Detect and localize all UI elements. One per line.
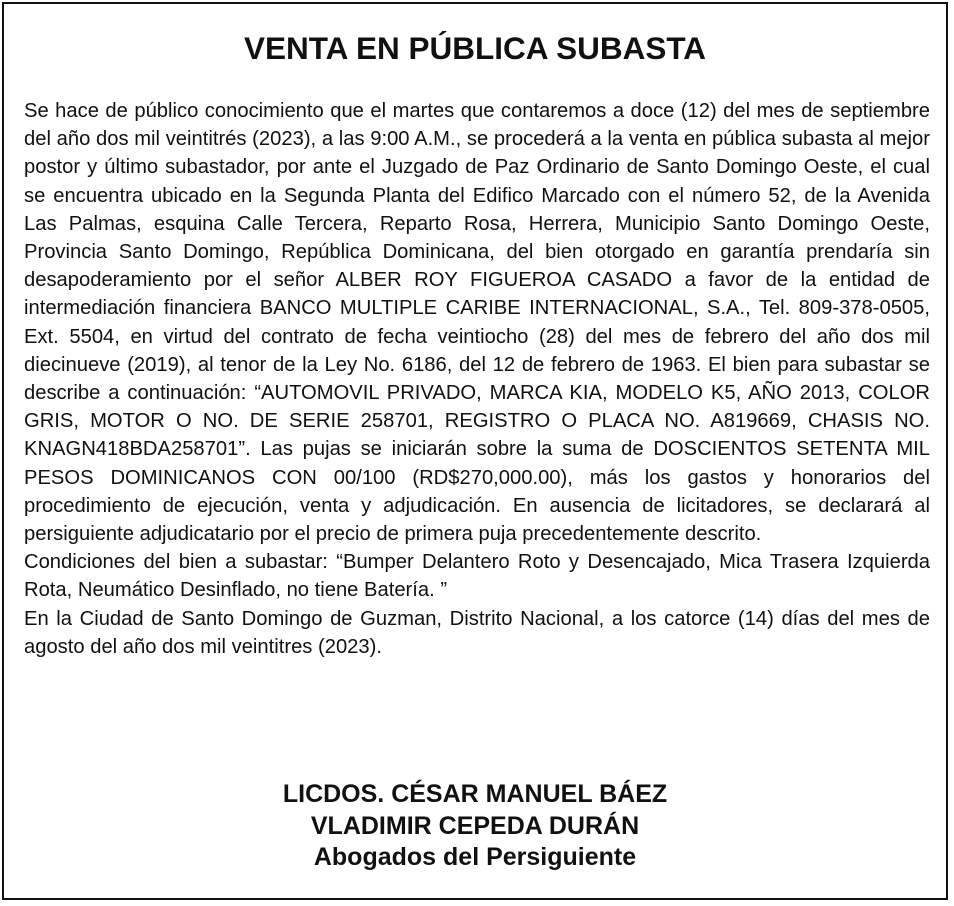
signature-block [4,779,946,874]
conditions-paragraph: Condiciones del bien a subastar: “Bumper Delantero Roto y Desencajado, Mica Trasera Izquierda Rota, Neumático Desinflado, no tiene Batería. ” [24,551,930,602]
signature-line-role: Abogados del Persiguiente [313,843,637,871]
notice-body [24,97,930,661]
notice-title: VENTA EN PÚBLICA SUBASTA [243,30,706,66]
signature-line-lawyers: LICDOS. CÉSAR MANUEL BÁEZ [282,780,668,808]
main-paragraph: Se hace de público conocimiento que el martes que contaremos a doce (12) del mes de septiembre del año dos mil veintitrés (2023), a las 9:00 A.M., se procederá a la venta en pública subasta al mejor postor y último subastador, por ante el Juzgado de Paz Ordinario de Santo Domingo Oeste, el cual se encuentra ubicado en la Segunda Planta del Edifico Marcado con el número 52, de la Avenida Las Palmas, esquina Calle Tercera, Reparto Rosa, Herrera, Municipio Santo Domingo Oeste, Provincia Santo Domingo, República Dominicana, del bien otorgado en garantía prendaría sin desapoderamiento por el señor ALBER ROY FIGUEROA CASADO a favor de la entidad de intermediación financiera BANCO MULTIPLE CARIBE INTERNACIONAL, S.A., Tel. 809-378-0505, Ext. 5504, en virtud del contrato de fecha veintiocho (28) del mes de febrero del año dos mil diecinueve (2019), al tenor de la Ley No. 6186, del 12 de febrero de 1963. El bien para subastar se describe a continuación: “AUTOMOVIL PRIVADO, MARCA KIA, MODELO K5, AÑO 2013, COLOR GRIS, MOTOR O NO. DE SERIE 258701, REGISTRO O PLACA NO. A819669, CHASIS NO. KNAGN418BDA258701”. Las pujas se iniciarán sobre la suma de DOSCIENTOS SETENTA MIL PESOS DOMINICANOS CON 00/100 (RD$270,000.00), más los gastos y honorarios del procedimiento de ejecución, venta y adjudicación. En ausencia de licitadores, se declarará al persiguiente adjudicatario por el precio de primera puja precedentemente descrito. [24,100,930,546]
signature-line-second-lawyer: VLADIMIR CEPEDA DURÁN [310,811,640,840]
date-place-paragraph: En la Ciudad de Santo Domingo de Guzman, Distrito Nacional, a los catorce (14) días del mes de agosto del año dos mil veintitres (2023). [24,607,930,658]
notice-frame [2,2,948,900]
